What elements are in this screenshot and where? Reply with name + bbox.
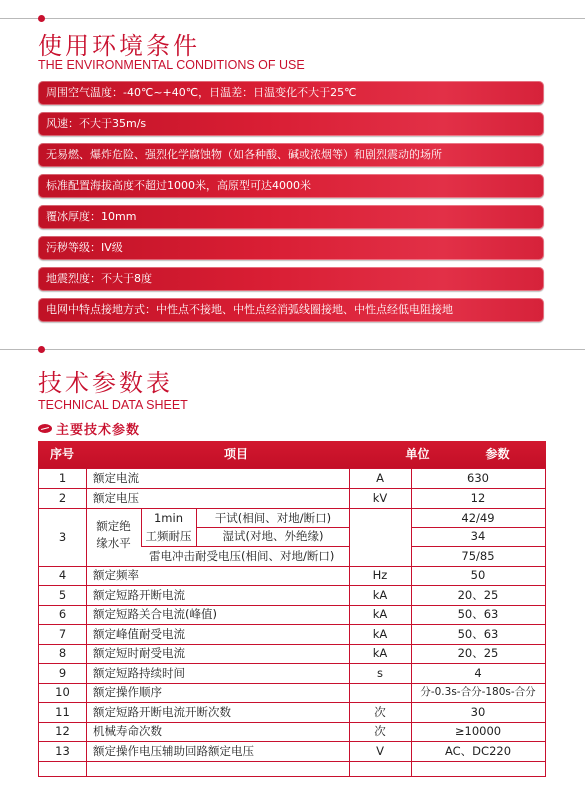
- row-item: 机械寿命次数: [93, 724, 162, 738]
- env-item: 地震烈度：不大于8度: [38, 267, 544, 291]
- row-no: 13: [55, 744, 70, 758]
- tech-data-table: [38, 441, 546, 777]
- bean-icon: [38, 424, 52, 433]
- row-item: 额定短时耐受电流: [93, 646, 185, 660]
- tech-title-en: TECHNICAL DATA SHEET: [38, 398, 188, 412]
- section-divider-dot: [38, 346, 45, 353]
- row-no: 10: [55, 685, 70, 699]
- row-no: 11: [55, 705, 70, 719]
- lightning-value: 75/85: [461, 549, 495, 563]
- table-header: [38, 441, 546, 468]
- wet-value: 34: [470, 529, 486, 543]
- row-item: 额定频率: [93, 568, 139, 582]
- row-no: 7: [58, 627, 67, 641]
- top-divider-dot: [38, 15, 45, 22]
- row-param: ≥10000: [454, 724, 502, 738]
- row-item: 额定短路开断电流: [93, 588, 185, 602]
- row-param: 50: [470, 568, 486, 582]
- tech-title-cn: 技术参数表: [38, 369, 173, 397]
- row-unit: kA: [372, 627, 388, 641]
- row-no: 1: [58, 471, 67, 485]
- row-param: 20、25: [457, 588, 499, 602]
- row-param: 50、63: [457, 607, 499, 621]
- env-item: 污秽等级：IV级: [38, 236, 544, 260]
- section-divider: [0, 349, 585, 350]
- row-unit: s: [377, 666, 383, 680]
- freq-label-1: 1min: [153, 511, 183, 525]
- dry-test: 干试(相间、对地/断口): [214, 511, 332, 525]
- row-no: 5: [58, 588, 67, 602]
- row-param: 分-0.3s-合分-180s-合分: [420, 686, 536, 698]
- grid-line: [86, 469, 87, 776]
- row-item: 额定峰值耐受电流: [93, 627, 185, 641]
- row-unit: V: [376, 744, 384, 758]
- freq-label-2: 工频耐压: [145, 529, 192, 543]
- env-item: 覆冰厚度：10mm: [38, 205, 544, 229]
- row-unit: kA: [372, 646, 388, 660]
- row-item: 额定短路持续时间: [93, 666, 185, 680]
- header-param: 参数: [485, 447, 510, 461]
- row-param: 50、63: [457, 627, 499, 641]
- tech-subtitle: 主要技术参数: [56, 422, 141, 438]
- insulation-label-1: 额定绝: [96, 519, 131, 533]
- row-no: 6: [58, 607, 67, 621]
- row-no: 8: [58, 646, 67, 660]
- lightning-test: 雷电冲击耐受电压(相间、对地/断口): [149, 549, 335, 563]
- row-param: 30: [470, 705, 486, 719]
- row-no: 2: [58, 491, 67, 505]
- row-no: 12: [55, 724, 70, 738]
- env-title-en: THE ENVIRONMENTAL CONDITIONS OF USE: [38, 58, 305, 72]
- row-param: AC、DC220: [444, 744, 512, 758]
- row-item: 额定操作电压辅助回路额定电压: [93, 744, 254, 758]
- row-unit: kA: [372, 588, 388, 602]
- row-item: 额定电压: [93, 491, 139, 505]
- wet-test: 湿试(对地、外绝缘): [222, 529, 324, 543]
- env-conditions-list: [38, 81, 544, 329]
- row-no: 9: [58, 666, 67, 680]
- row-param: 12: [470, 491, 486, 505]
- top-divider: [0, 18, 585, 19]
- row-unit: kA: [372, 607, 388, 621]
- row-param: 630: [467, 471, 489, 485]
- row-param: 20、25: [457, 646, 499, 660]
- row-unit: 次: [374, 705, 386, 719]
- row-item: 额定短路关合电流(峰值): [93, 607, 217, 621]
- row-unit: 次: [374, 724, 386, 738]
- env-item: 周围空气温度：-40℃~+40℃，日温差：日温变化不大于25℃: [38, 81, 544, 105]
- env-item: 电网中特点接地方式：中性点不接地、中性点经消弧线圈接地、中性点经低电阻接地: [38, 298, 544, 322]
- table-body: [38, 468, 546, 777]
- row-unit: kV: [372, 491, 388, 505]
- row-item: 额定操作顺序: [93, 685, 162, 699]
- row-unit: Hz: [372, 568, 388, 582]
- header-unit: 单位: [405, 447, 430, 461]
- insulation-label-2: 缘水平: [96, 536, 131, 550]
- row-item: 额定电流: [93, 471, 139, 485]
- header-no: 序号: [49, 447, 74, 461]
- tech-subheading: [38, 419, 140, 437]
- env-item: 风速：不大于35m/s: [38, 112, 544, 136]
- row-unit: A: [376, 471, 384, 485]
- row-param: 4: [474, 666, 482, 680]
- row-no: 4: [58, 568, 67, 582]
- row-item: 额定短路开断电流开断次数: [93, 705, 231, 719]
- row-no: 3: [58, 530, 67, 544]
- env-item: 无易燃、爆炸危险、强烈化学腐蚀物（如各种酸、碱或浓烟等）和剧烈震动的场所: [38, 143, 544, 167]
- header-item: 项目: [223, 447, 248, 461]
- grid-line: [39, 761, 545, 762]
- env-item: 标准配置海拔高度不超过1000米，高原型可达4000米: [38, 174, 544, 198]
- dry-value: 42/49: [461, 511, 495, 525]
- env-title-cn: 使用环境条件: [38, 32, 200, 60]
